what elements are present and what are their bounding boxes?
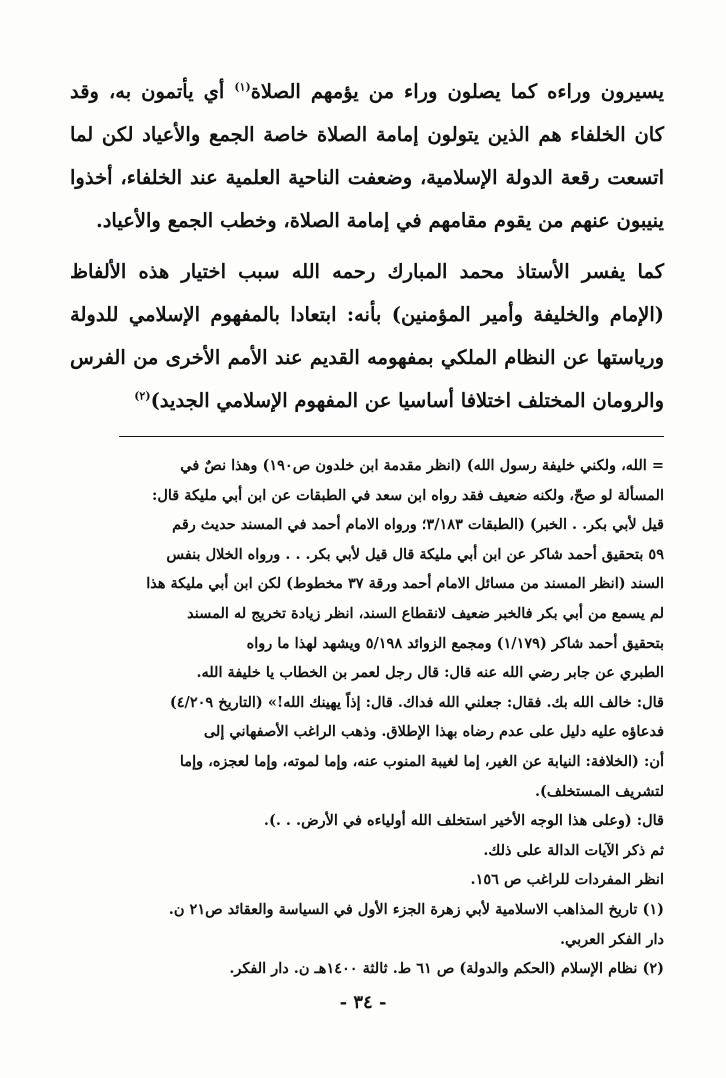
footnote-line: قال: (وعلى هذا الوجه الأخير استخلف الله أولياءه في الأرض. . .). (263, 812, 664, 830)
footnote-line: المسألة لو صحّ، ولكنه ضعيف فقد رواه ابن سعد في الطبقات عن ابن أبي مليكة قال: (151, 486, 664, 504)
footnote-line: ثم ذكر الآيات الدالة على ذلك. (483, 841, 664, 859)
footnote-1: (١) تاريخ المذاهب الاسلامية لأبي زهرة الجزء الأول في السياسة والعقائد ص٢١ ن. (168, 900, 664, 918)
footnote-line: أن: (الخلافة: النيابة عن الغير، إما لغيبة المنوب عنه، وإما لموته، وإما لعجزه، وإما (179, 752, 664, 770)
footnote-separator (119, 436, 664, 437)
footnote-line: دار الفكر العربي. (560, 930, 664, 948)
main-text (70, 70, 664, 422)
footnote-line: = الله، ولكني خليفة رسول الله) (انظر مقدمة ابن خلدون ص١٩٠) وهذا نصٌ في (180, 457, 664, 474)
footnote-line: ٥٩ بتحقيق أحمد شاكر عن ابن أبي مليكة قال قيل لأبي بكر. . . ورواه الخلال بنفس (166, 545, 664, 563)
footnote-line: الطبري عن جابر رضي الله عنه قال: قال رجل لعمر بن الخطاب يا خليفة الله. (196, 664, 664, 682)
footnote-line: لتشريف المستخلف). (534, 782, 664, 800)
paragraph-text: أي يأتمون به، وقد كان الخلفاء هم الذين يتولون إمامة الصلاة خاصة الجمع والأعياد لكن لما اتسعت رقعة الدولة الإسلامية، وضعفت الناحية العلمية عند الخلفاء، أخذوا ينيبون عنهم من يقوم مقامهم في إمامة الصلاة، وخطب الجمع والأعياد. (70, 80, 664, 232)
page-number: - ٣٤ - (339, 992, 387, 1013)
footnote-ref-2: (٢) (134, 389, 151, 403)
footnote-line: بتحقيق أحمد شاكر (١/١٧٩) ومجمع الزوائد ٥/١٩٨ ويشهد لهذا ما رواه (246, 634, 664, 652)
footnote-line: انظر المفردات للراغب ص ١٥٦. (470, 871, 664, 889)
footnote-line: قال: خالف الله بك. فقال: جعلني الله فداك. قال: إذاً يهينك الله!» (التاريخ ٤/٢٠٩) (169, 693, 664, 711)
footnote-line: السند (انظر المسند من مسائل الامام أحمد ورقة ٣٧ مخطوط) لكن ابن أبي مليكة هذا (146, 575, 664, 593)
paragraph-2 (70, 250, 664, 422)
paragraph-text: يسيرون وراءه كما يصلون وراء من يؤمهم الصلاة (250, 80, 664, 103)
footnote-line: فدعاؤه عليه دليل على عدم رضاه بهذا الإطلاق. وذهب الراغب الأصفهاني إلى (203, 723, 664, 741)
footnote-2: (٢) نظام الإسلام (الحكم والدولة) ص ٦١ ط. ثالثة ١٤٠٠هـ ن. دار الفكر. (229, 960, 664, 978)
footnote-line: قيل لأبي بكر. . الخبر) (الطبقات ٣/١٨٣؛ ورواه الامام أحمد في المسند حديث رقم (172, 516, 664, 534)
paragraph-1 (70, 70, 664, 242)
footnote-ref-1: (١) (234, 80, 251, 94)
paragraph-text: كما يفسر الأستاذ محمد المبارك رحمه الله سبب اختيار هذه الألفاظ (الإمام والخليفة وأمير المؤمنين) بأنه: ابتعادا بالمفهوم الإسلامي للدولة ورياستها عن النظام الملكي بمفهومه القديم عند الأمم الأخرى من الفرس والرومان المختلف اختلافا أساسيا عن المفهوم الإسلامي الجديد) (70, 260, 664, 412)
footnotes (70, 451, 664, 984)
footnote-line: لم يسمع من أبي بكر فالخبر ضعيف لانقطاع السند، انظر زيادة تخريج له المسند (187, 604, 664, 622)
